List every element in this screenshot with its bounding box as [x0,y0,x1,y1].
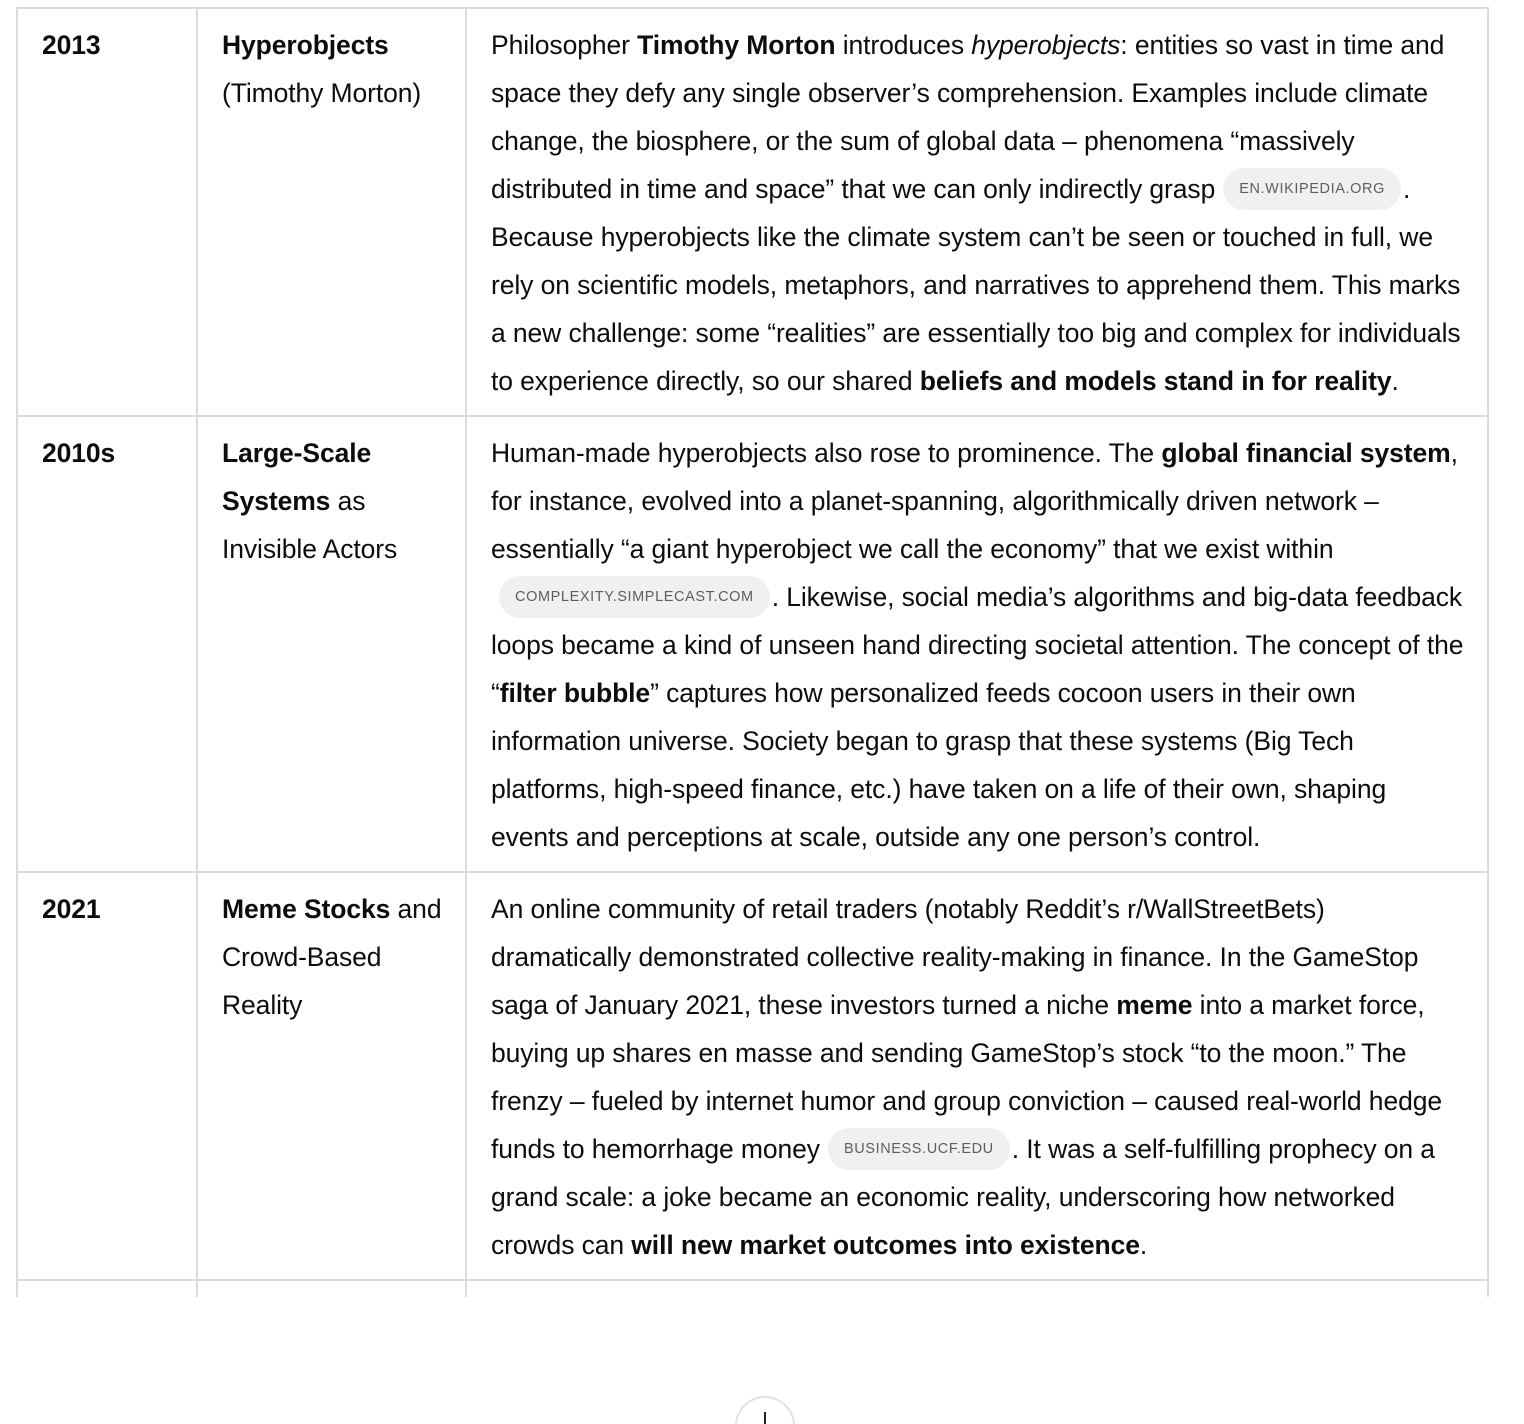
bold-text: Hyperobjects [222,30,389,60]
year-cell: 2021 [17,872,197,1280]
topic-cell [197,872,466,1280]
text-run: introduces [835,30,972,60]
table-row [17,872,1488,1280]
table-row-partial [17,1280,1488,1297]
timeline-table [16,7,1489,1297]
citation-chip[interactable]: COMPLEXITY.SIMPLECAST.COM [499,576,770,618]
timeline-table-body [17,8,1488,1297]
citation-chip[interactable]: EN.WIKIPEDIA.ORG [1223,168,1401,210]
text-run: . It was a self-fulfilling prophecy on a grand scale: a joke became an economic reality, underscoring how networked crowds can [491,1134,1435,1260]
text-run: . [1391,366,1399,396]
topic-cell [197,416,466,872]
text-run: , for instance, evolved into a planet-spanning, algorithmically driven network – essentially “a giant hyperobject we call the economy” that we exist within [491,438,1458,564]
citation-chip[interactable]: BUSINESS.UCF.EDU [828,1128,1010,1170]
text-run: Philosopher [491,30,638,60]
arrow-down-icon [764,1412,766,1424]
description-cell [466,416,1488,872]
year-cell: 2010s [17,416,197,872]
text-run: as Invisible Actors [222,486,398,564]
text-run: . [1139,1230,1148,1260]
bold-text: global financial system [1161,438,1451,468]
topic-cell [197,8,466,416]
italic-text: hyperobjects [971,30,1121,60]
text-run: : entities so vast in time and space they defy any single observer’s comprehension. Examples include climate change, the biosphere, or the sum of global data – phenomena “massively distributed in time and space” that we can only indirectly grasp [491,30,1445,204]
description-cell [466,872,1488,1280]
description-cell [466,8,1488,416]
timeline-table-container [16,7,1487,1297]
text-run: . Because hyperobjects like the climate system can’t be seen or touched in full, we rely on scientific models, metaphors, and narratives to apprehend them. This marks a new challenge: some “realities” are essentially too big and complex for individuals to experience directly, so our shared [491,174,1461,396]
text-run: (Timothy Morton) [222,78,422,108]
year-cell: 2013 [17,8,197,416]
empty-cell [466,1280,1488,1297]
text-run: and Crowd-Based Reality [222,894,442,1020]
bold-text: filter bubble [499,678,651,708]
bold-text: Large-Scale Systems [222,438,372,516]
empty-cell [197,1280,466,1297]
table-row [17,416,1488,872]
table-row [17,8,1488,416]
bold-text: Timothy Morton [637,30,836,60]
text-run: into a market force, buying up shares en masse and sending GameStop’s stock “to the moon.” The frenzy – fueled by internet humor and group conviction – caused real-world hedge funds to hemorrhage money [491,990,1442,1164]
bold-text: beliefs and models stand in for reality [919,366,1392,396]
text-run: . Likewise, social media’s algorithms and big-data feedback loops became a kind of unseen hand directing societal attention. The concept of the “ [491,582,1464,708]
empty-cell [17,1280,197,1297]
bold-text: meme [1116,990,1193,1020]
scroll-down-button[interactable] [735,1396,795,1424]
text-run: Human-made hyperobjects also rose to prominence. The [491,438,1162,468]
bold-text: will new market outcomes into existence [631,1230,1140,1260]
text-run: An online community of retail traders (notably Reddit’s r/WallStreetBets) dramatically demonstrated collective reality-making in finance. In the GameStop saga of January 2021, these investors turned a niche [491,894,1419,1020]
bold-text: Meme Stocks [222,894,391,924]
text-run: ” captures how personalized feeds cocoon users in their own information universe. Society began to grasp that these systems (Big Tech platforms, high-speed finance, etc.) have taken on a life of their own, shaping events and perceptions at scale, outside any one person’s control. [491,678,1387,852]
